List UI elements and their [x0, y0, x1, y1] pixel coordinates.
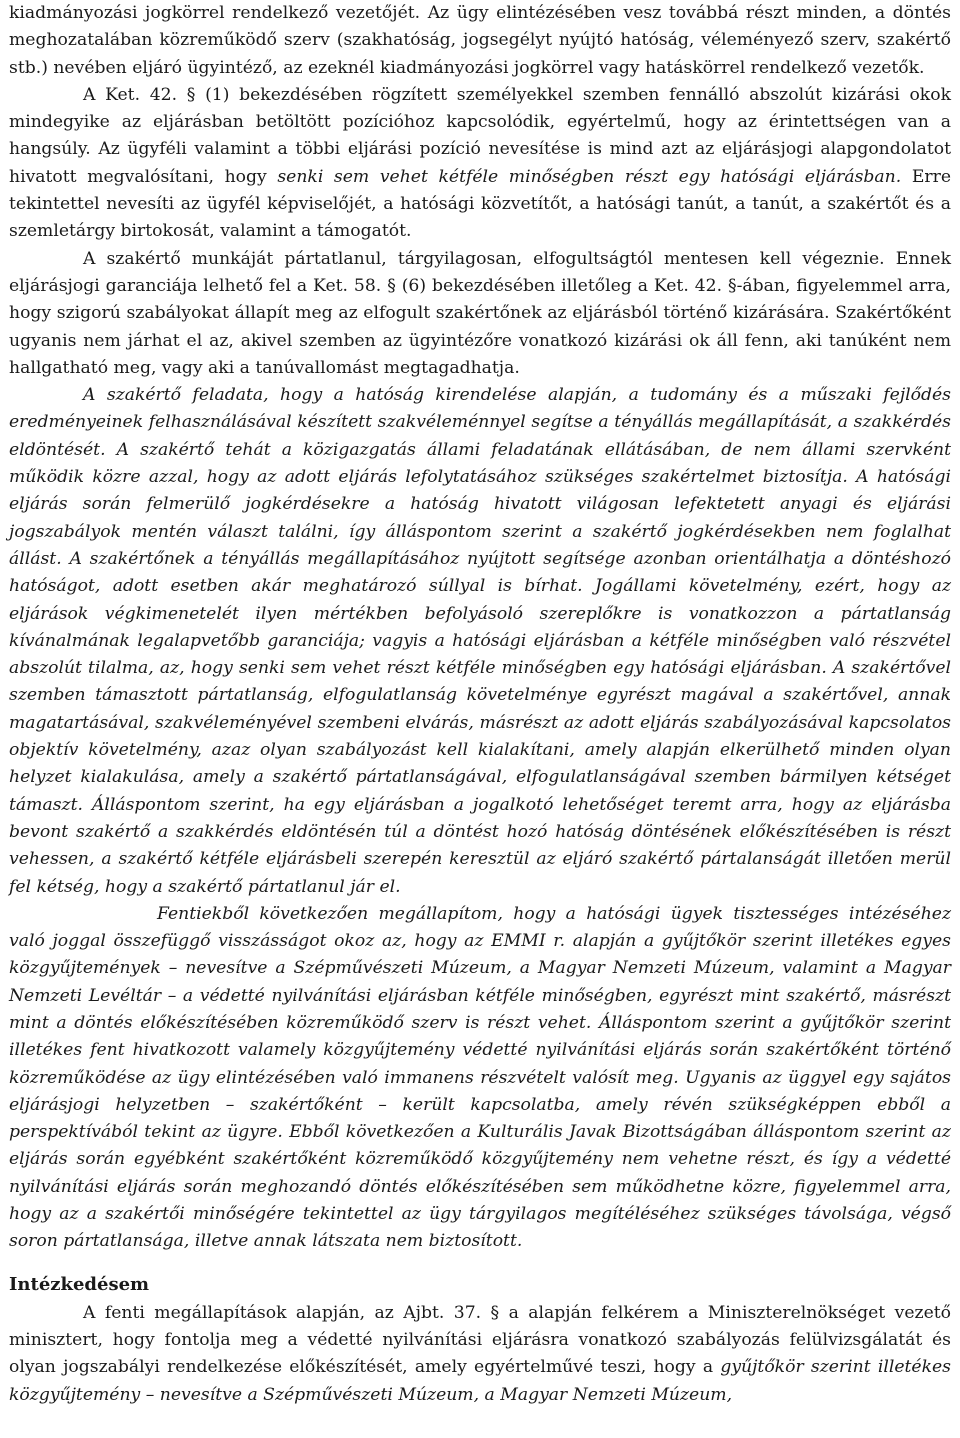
- paragraph-final: [9, 1300, 951, 1409]
- text-run: A szakértő munkáját pártatlanul, tárgyilagosan, elfogultságtól mentesen kell végeznie. Ennek eljárásjogi garanciája lelhető fel a Ket. 58. § (6) bekezdésében illetőleg a Ket. 42. §-ában, figyelemmel arra, hogy szigorú szabályokat állapít meg az elfogult szakértőnek az eljárásból történő kizárására. Szakértőként ugyanis nem járhat el az, akivel szemben az ügyintézőre vonatkozó kizárási ok áll fenn, aki tanúként nem hallgatható meg, vagy aki a tanúvallomást megtagadhatja.: [9, 248, 951, 378]
- text-run: A Ket. 42. § (1) bekezdésében rögzített személyekkel szemben fennálló abszolút kizárási okok mindegyike az eljárásban betöltött pozícióhoz kapcsolódik, egyértelmű, hogy az érintettségen van a hangsúly. Az ügyféli valamint a többi eljárási pozíció nevesítése is mind azt az eljárásjogi alapgondolatot hivatott megvalósítani, hogy: [9, 84, 951, 187]
- text-run: Erre tekintettel nevesíti az ügyfél képviselőjét, a hatósági közvetítőt, a hatósági tanút, a tanút, a szakértőt és a szemletárgy birtokosát, valamint a támogatót.: [9, 166, 951, 242]
- paragraph-continuation: kiadmányozási jogkörrel rendelkező vezetőjét. Az ügy elintézésében vesz továbbá részt minden, a döntés meghozatalában közreműködő szerv (szakhatóság, jogsegélyt nyújtó hatóság, véleményező szerv, szakértő stb.) nevében eljáró ügyintéző, az ezeknél kiadmányozási jogkörrel vagy hatáskörrel rendelkező vezetők.: [9, 3, 951, 78]
- paragraph-ket-42: [9, 82, 951, 246]
- italic-run: gyűjtőkör szerint illetékes közgyűjtemény – nevesítve a Szépművészeti Múzeum, a Magyar Nemzeti Múzeum,: [9, 1357, 951, 1405]
- section-heading-intezkedesem: Intézkedésem: [9, 1273, 150, 1295]
- text-run: A fenti megállapítások alapján, az Ajbt. 37. § a alapján felkérem a Miniszterelnökséget vezető minisztert, hogy fontolja meg a védetté nyilvánítási eljárásra vonatkozó szabályozás felülvizsgálatát és olyan jogszabályi rendelkezése előkészítését, amely egyértelművé teszi, hogy a: [9, 1302, 951, 1378]
- paragraph-fentiekbol: Fentiekből következően megállapítom, hogy a hatósági ügyek tisztességes intézéséhez való joggal összefüggő visszásságot okoz az, hogy az EMMI r. alapján a gyűjtőkör szerint illetékes egyes közgyűjtemények – nevesítve a Szépművészeti Múzeum, a Magyar Nemzeti Múzeum, valamint a Magyar Nemzeti Levéltár – a védetté nyilvánítási eljárásban kétféle minőségben, egyrészt mint szakértő, másrészt mint a döntés előkészítésében közreműködő szerv is részt vehet. Álláspontom szerint a gyűjtőkör szerint illetékes fent hivatkozott valamely közgyűjtemény védetté nyilvánítási eljárás során szakértőként történő közreműködése az ügy elintézésében való immanens részvételt valósít meg. Ugyanis az üggyel egy sajátos eljárásjogi helyzetben – szakértőként – került kapcsolatba, amely révén szükségképpen ebből a perspektívából tekint az ügyre. Ebből következően a Kulturális Javak Bizottságában álláspontom szerint az eljárás során egyébként szakértőként közreműködő közgyűjtemény nem vehetne részt, és így a védetté nyilvánítási eljárás során meghozandó döntés előkészítésében sem működhetne közre, figyelemmel arra, hogy az a szakértői minőségére tekintettel az ügy tárgyilagos megítéléséhez szükséges távolsága, végső soron pártatlansága, illetve annak látszata nem biztosított.: [9, 903, 951, 1252]
- paragraph-szakerto-munkaja: [9, 246, 951, 382]
- italic-run: senki sem vehet kétféle minőségben részt egy hatósági eljárásban.: [277, 166, 902, 187]
- section-spacer: [9, 1256, 951, 1270]
- paragraph-szakerto-feladata: A szakértő feladata, hogy a hatóság kirendelése alapján, a tudomány és a műszaki fejlődés eredményeinek felhasználásával készített szakvéleménnyel segítse a tényállás megállapítását, a szakkérdés eldöntését. A szakértő tehát a közigazgatás állami feladatának ellátásában, de nem állami szervként működik közre azzal, hogy az adott eljárás lefolytatásához szükséges szakértelmet biztosítja. A hatósági eljárás során felmerülő jogkérdésekre a hatóság hivatott világosan lefektetett anyagi és eljárási jogszabályok mentén választ találni, így álláspontom szerint a szakértő jogkérdésekben nem foglalhat állást. A szakértőnek a tényállás megállapításához nyújtott segítsége azonban orientálhatja a döntéshozó hatóságot, adott esetben akár meghatározó súllyal is bírhat. Jogállami követelmény, ezért, hogy az eljárások végkimenetelét ilyen mértékben befolyásoló szereplőkre is vonatkozzon a pártatlanság kívánalmának legalapvetőbb garanciája; vagyis a hatósági eljárásban a kétféle minőségben való részvétel abszolút tilalma, az, hogy senki sem vehet részt kétféle minőségben egy hatósági eljárásban. A szakértővel szemben támasztott pártatlanság, elfogulatlanság követelménye egyrészt magával a szakértővel, annak magatartásával, szakvéleményével szembeni elvárás, másrészt az adott eljárás szabályozásával kapcsolatos objektív követelmény, azaz olyan szabályozást kell kialakítani, amely alapján elkerülhető minden olyan helyzet kialakulása, amely a szakértő pártatlanságával, elfogulatlanságával szemben bármilyen kétséget támaszt. Álláspontom szerint, ha egy eljárásban a jogalkotó lehetőséget teremt arra, hogy az eljárásba bevont szakértő a szakkérdés eldöntésén túl a döntést hozó hatóság döntésének előkészítésében is részt vehessen, a szakértő kétféle eljárásbeli szerepén keresztül az eljáró szakértő pártalanságát illetően merül fel kétség, hogy a szakértő pártatlanul jár el.: [9, 385, 951, 897]
